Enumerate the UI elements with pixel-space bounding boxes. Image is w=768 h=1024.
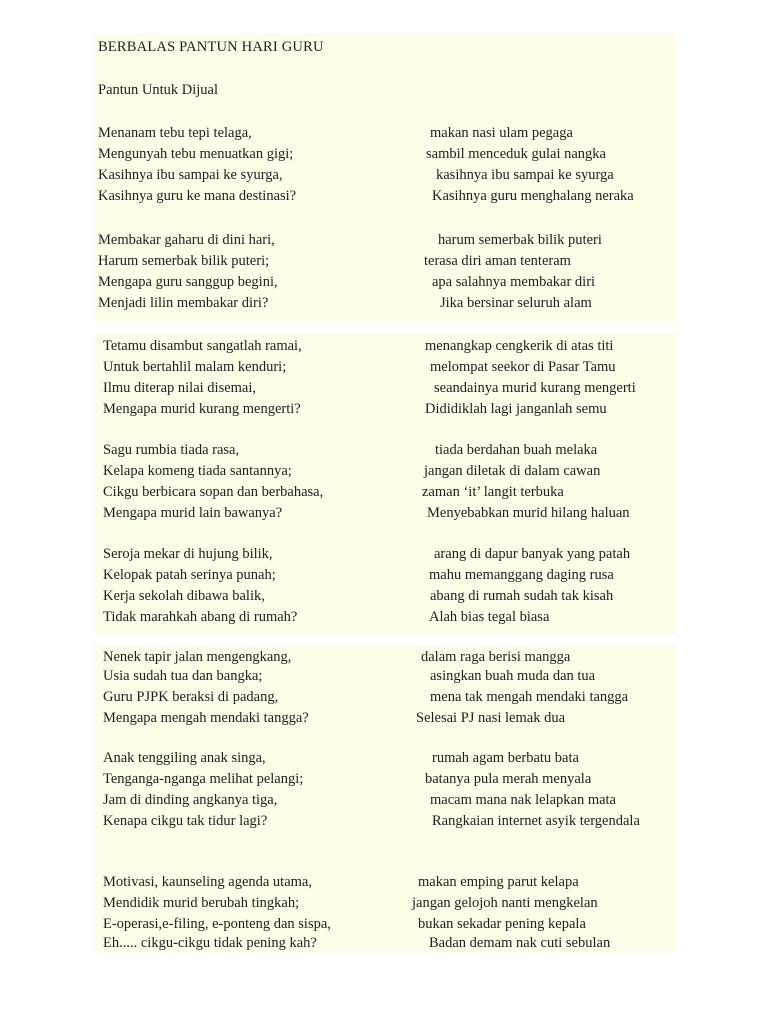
stanza-2-right-line-1: harum semerbak bilik puteri <box>438 232 602 248</box>
stanza-7-right-line-4: Rangkaian internet asyik tergendala <box>432 813 640 829</box>
stanza-1-left-line-4: Kasihnya guru ke mana destinasi? <box>98 188 297 204</box>
stanza-1-right-line-4: Kasihnya guru menghalang neraka <box>432 188 634 204</box>
stanza-2-left-line-2: Harum semerbak bilik puteri; <box>98 253 270 269</box>
stanza-6-left-line-2: Usia sudah tua dan bangka; <box>103 668 263 684</box>
document-subtitle: Pantun Untuk Dijual <box>98 82 219 98</box>
stanza-8-left-line-4: Eh..... cikgu-cikgu tidak pening kah? <box>103 935 317 951</box>
stanza-5-left-line-3: Kerja sekolah dibawa balik, <box>103 588 265 604</box>
stanza-8-right-line-4: Badan demam nak cuti sebulan <box>429 935 611 951</box>
stanza-7-left-line-3: Jam di dinding angkanya tiga, <box>103 792 278 808</box>
stanza-1-left-line-2: Mengunyah tebu menuatkan gigi; <box>98 146 294 162</box>
stanza-4-right-line-3: zaman ‘it’ langit terbuka <box>422 484 564 500</box>
stanza-3-right-line-1: menangkap cengkerik di atas titi <box>425 338 614 354</box>
stanza-3-left-line-2: Untuk bertahlil malam kenduri; <box>103 359 287 375</box>
stanza-8-left-line-2: Mendidik murid berubah tingkah; <box>103 895 300 911</box>
stanza-7-right-line-2: batanya pula merah menyala <box>425 771 592 787</box>
stanza-7-right-line-3: macam mana nak lelapkan mata <box>430 792 616 808</box>
stanza-3-right-line-3: seandainya murid kurang mengerti <box>434 380 636 396</box>
stanza-5-right-line-1: arang di dapur banyak yang patah <box>434 546 631 562</box>
stanza-5-right-line-2: mahu memanggang daging rusa <box>429 567 614 583</box>
stanza-8-right-line-3: bukan sekadar pening kepala <box>418 916 586 932</box>
stanza-3-right-line-4: Dididiklah lagi janganlah semu <box>425 401 607 417</box>
stanza-4-left-line-1: Sagu rumbia tiada rasa, <box>103 442 240 458</box>
stanza-6-right-line-3: mena tak mengah mendaki tangga <box>430 689 629 705</box>
stanza-7-left-line-2: Tenganga-nganga melihat pelangi; <box>103 771 304 787</box>
stanza-5-left-line-1: Seroja mekar di hujung bilik, <box>103 546 273 562</box>
stanza-6-right-line-4: Selesai PJ nasi lemak dua <box>416 710 566 726</box>
stanza-3-left-line-3: Ilmu diterap nilai disemai, <box>103 380 257 396</box>
stanza-7-left-line-1: Anak tenggiling anak singa, <box>103 750 266 766</box>
stanza-8-right-line-2: jangan gelojoh nanti mengkelan <box>412 895 598 911</box>
stanza-1-right-line-3: kasihnya ibu sampai ke syurga <box>436 167 614 183</box>
stanza-2-right-line-3: apa salahnya membakar diri <box>432 274 596 290</box>
stanza-7-right-line-1: rumah agam berbatu bata <box>432 750 579 766</box>
stanza-4-right-line-1: tiada berdahan buah melaka <box>435 442 598 458</box>
stanza-2-right-line-4: Jika bersinar seluruh alam <box>440 295 592 311</box>
stanza-8-left-line-1: Motivasi, kaunseling agenda utama, <box>103 874 312 890</box>
stanza-1-right-line-2: sambil menceduk gulai nangka <box>426 146 606 162</box>
stanza-4-left-line-2: Kelapa komeng tiada santannya; <box>103 463 292 479</box>
stanza-2-left-line-3: Mengapa guru sanggup begini, <box>98 274 278 290</box>
stanza-6-left-line-3: Guru PJPK beraksi di padang, <box>103 689 279 705</box>
stanza-4-left-line-4: Mengapa murid lain bawanya? <box>103 505 283 521</box>
stanza-8-right-line-1: makan emping parut kelapa <box>418 874 579 890</box>
stanza-1-left-line-3: Kasihnya ibu sampai ke syurga, <box>98 167 283 183</box>
document-title: BERBALAS PANTUN HARI GURU <box>98 39 324 55</box>
stanza-1-right-line-1: makan nasi ulam pegaga <box>430 125 573 141</box>
stanza-2-left-line-1: Membakar gaharu di dini hari, <box>98 232 275 248</box>
stanza-3-right-line-2: melompat seekor di Pasar Tamu <box>430 359 616 375</box>
stanza-1-left-line-1: Menanam tebu tepi telaga, <box>98 125 252 141</box>
stanza-2-right-line-2: terasa diri aman tenteram <box>424 253 571 269</box>
stanza-4-right-line-2: jangan diletak di dalam cawan <box>424 463 601 479</box>
stanza-5-left-line-4: Tidak marahkah abang di rumah? <box>103 609 298 625</box>
stanza-5-right-line-3: abang di rumah sudah tak kisah <box>430 588 614 604</box>
stanza-4-right-line-4: Menyebabkan murid hilang haluan <box>427 505 630 521</box>
stanza-8-left-line-3: E-operasi,e-filing, e-ponteng dan sispa, <box>103 916 331 932</box>
stanza-3-left-line-1: Tetamu disambut sangatlah ramai, <box>103 338 302 354</box>
stanza-3-left-line-4: Mengapa murid kurang mengerti? <box>103 401 301 417</box>
stanza-4-left-line-3: Cikgu berbicara sopan dan berbahasa, <box>103 484 324 500</box>
stanza-2-left-line-4: Menjadi lilin membakar diri? <box>98 295 269 311</box>
stanza-5-right-line-4: Alah bias tegal biasa <box>429 609 550 625</box>
stanza-7-left-line-4: Kenapa cikgu tak tidur lagi? <box>103 813 268 829</box>
stanza-6-right-line-1: dalam raga berisi mangga <box>421 649 571 665</box>
stanza-6-left-line-4: Mengapa mengah mendaki tangga? <box>103 710 309 726</box>
stanza-6-left-line-1: Nenek tapir jalan mengengkang, <box>103 649 292 665</box>
stanza-5-left-line-2: Kelopak patah serinya punah; <box>103 567 276 583</box>
stanza-6-right-line-2: asingkan buah muda dan tua <box>430 668 596 684</box>
